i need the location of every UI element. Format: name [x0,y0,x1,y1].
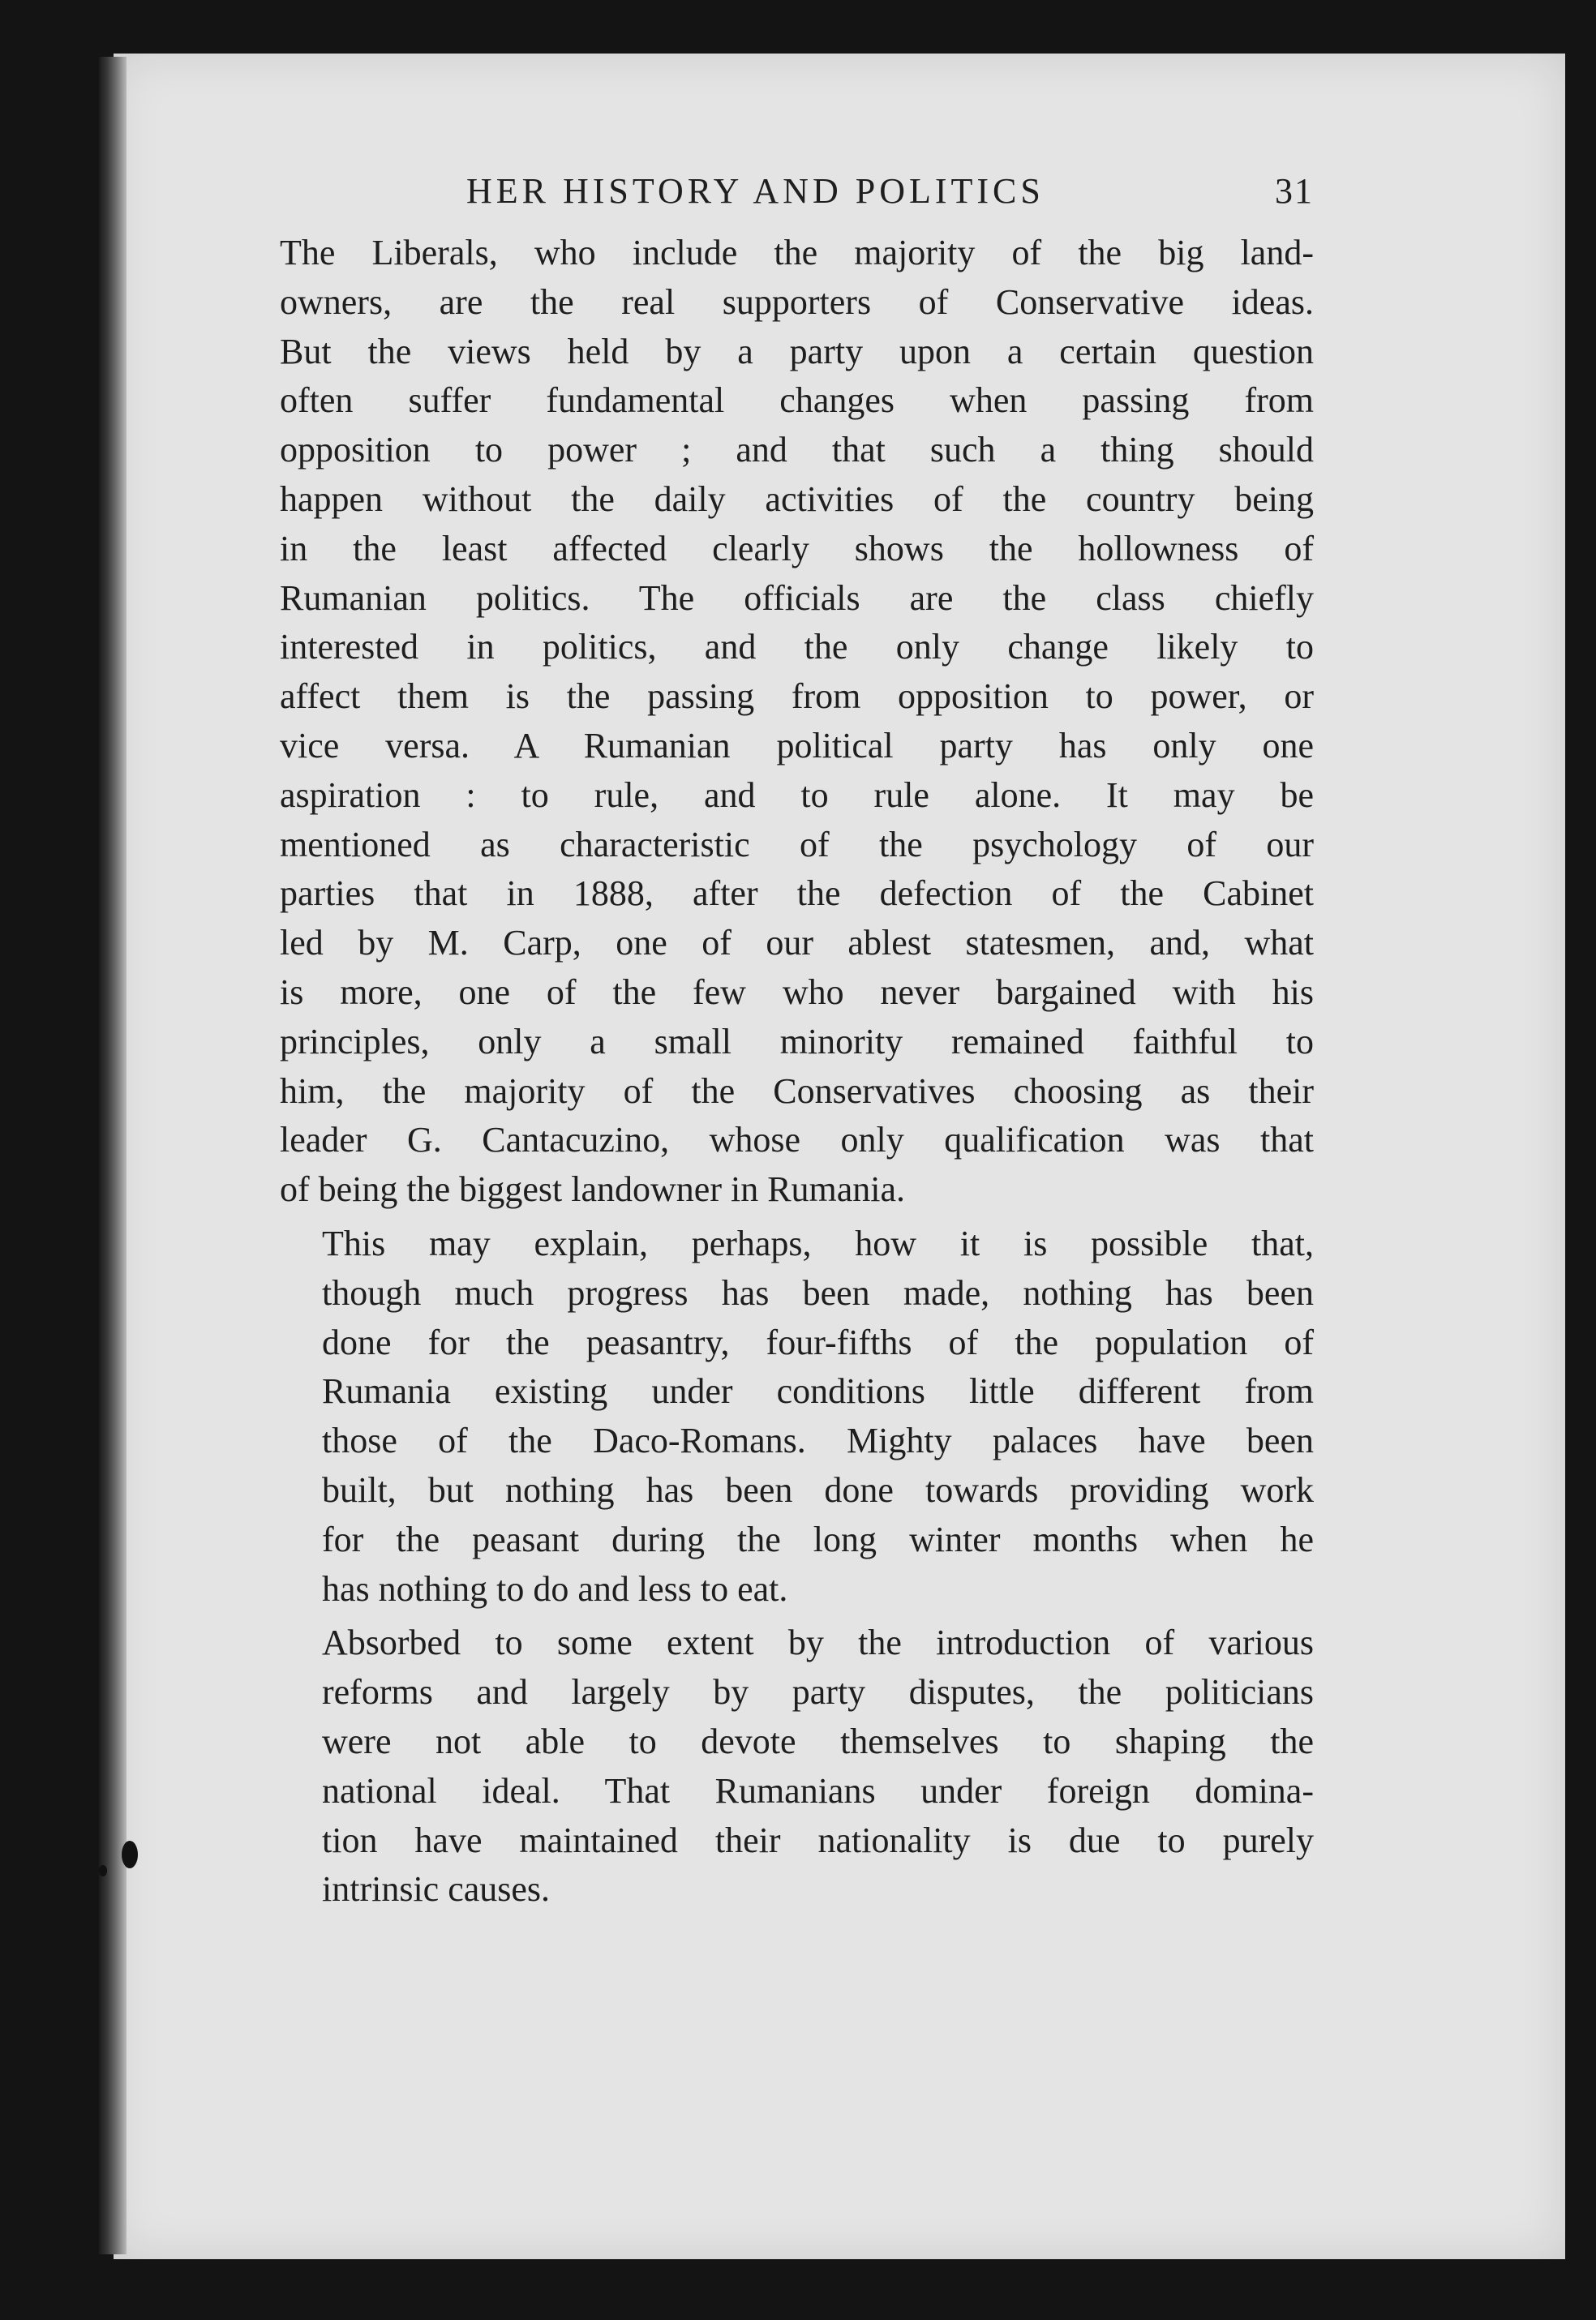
text-line: aspiration : to rule, and to rule alone. It may be [280,774,1314,815]
text-line: though much progress has been made, nothing has been [322,1272,1314,1313]
text-line: has nothing to do and less to eat. [322,1568,788,1609]
text-line: But the views held by a party upon a certain question [280,331,1314,371]
text-block [280,154,1314,1915]
text-line: done for the peasantry, four-fifths of the population of [322,1322,1314,1362]
text-line: of being the biggest landowner in Rumania. [280,1169,906,1210]
binding-mark [122,1841,138,1868]
text-line: Rumania existing under conditions little different from [322,1371,1314,1412]
text-line: were not able to devote themselves to shaping the [322,1721,1314,1761]
text-line: interested in politics, and the only change likely to [280,627,1314,667]
binding-mark-small [99,1865,107,1876]
paragraph-3 [280,1619,1314,1915]
text-line: principles, only a small minority remained faithful to [280,1021,1314,1061]
running-head-title: HER HISTORY AND POLITICS [466,171,1045,211]
text-line: leader G. Cantacuzino, whose only qualification was that [280,1120,1314,1160]
running-head [280,154,1314,229]
text-line: him, the majority of the Conservatives choosing as their [280,1070,1314,1111]
text-line: for the peasant during the long winter months when he [322,1519,1314,1559]
text-line: mentioned as characteristic of the psychology of our [280,824,1314,864]
text-line: led by M. Carp, one of our ablest statesmen, and, what [280,923,1314,963]
text-line: This may explain, perhaps, how it is possible that, [322,1223,1314,1263]
text-line: often suffer fundamental changes when passing from [280,380,1314,421]
text-line: Rumanian politics. The officials are the class chiefly [280,577,1314,618]
text-line: national ideal. That Rumanians under foreign domina- [322,1770,1314,1811]
text-line: affect them is the passing from opposition to power, or [280,676,1314,717]
book-spine-shadow [99,57,127,2254]
paragraph-1 [280,229,1314,1215]
text-line: The Liberals, who include the majority of the big land- [280,233,1314,272]
text-line: those of the Daco-Romans. Mighty palaces have been [322,1421,1314,1461]
text-line: vice versa. A Rumanian political party has only one [280,725,1314,765]
paragraph-2 [280,1220,1314,1614]
text-line: tion have maintained their nationality is due to purely [322,1820,1314,1860]
text-line: opposition to power ; and that such a thing should [280,430,1314,470]
text-line: happen without the daily activities of the country being [280,478,1314,519]
text-line: is more, one of the few who never bargained with his [280,971,1314,1012]
text-line: built, but nothing has been done towards providing work [322,1469,1314,1510]
text-line: Absorbed to some extent by the introduction of various [322,1623,1314,1663]
page-number: 31 [1275,171,1314,211]
text-line: reforms and largely by party disputes, the politicians [322,1672,1314,1713]
text-line: owners, are the real supporters of Conservative ideas. [280,281,1314,322]
text-line: intrinsic causes. [322,1869,551,1910]
text-line: in the least affected clearly shows the hollowness of [280,528,1314,568]
text-line: parties that in 1888, after the defection of the Cabinet [280,873,1314,914]
